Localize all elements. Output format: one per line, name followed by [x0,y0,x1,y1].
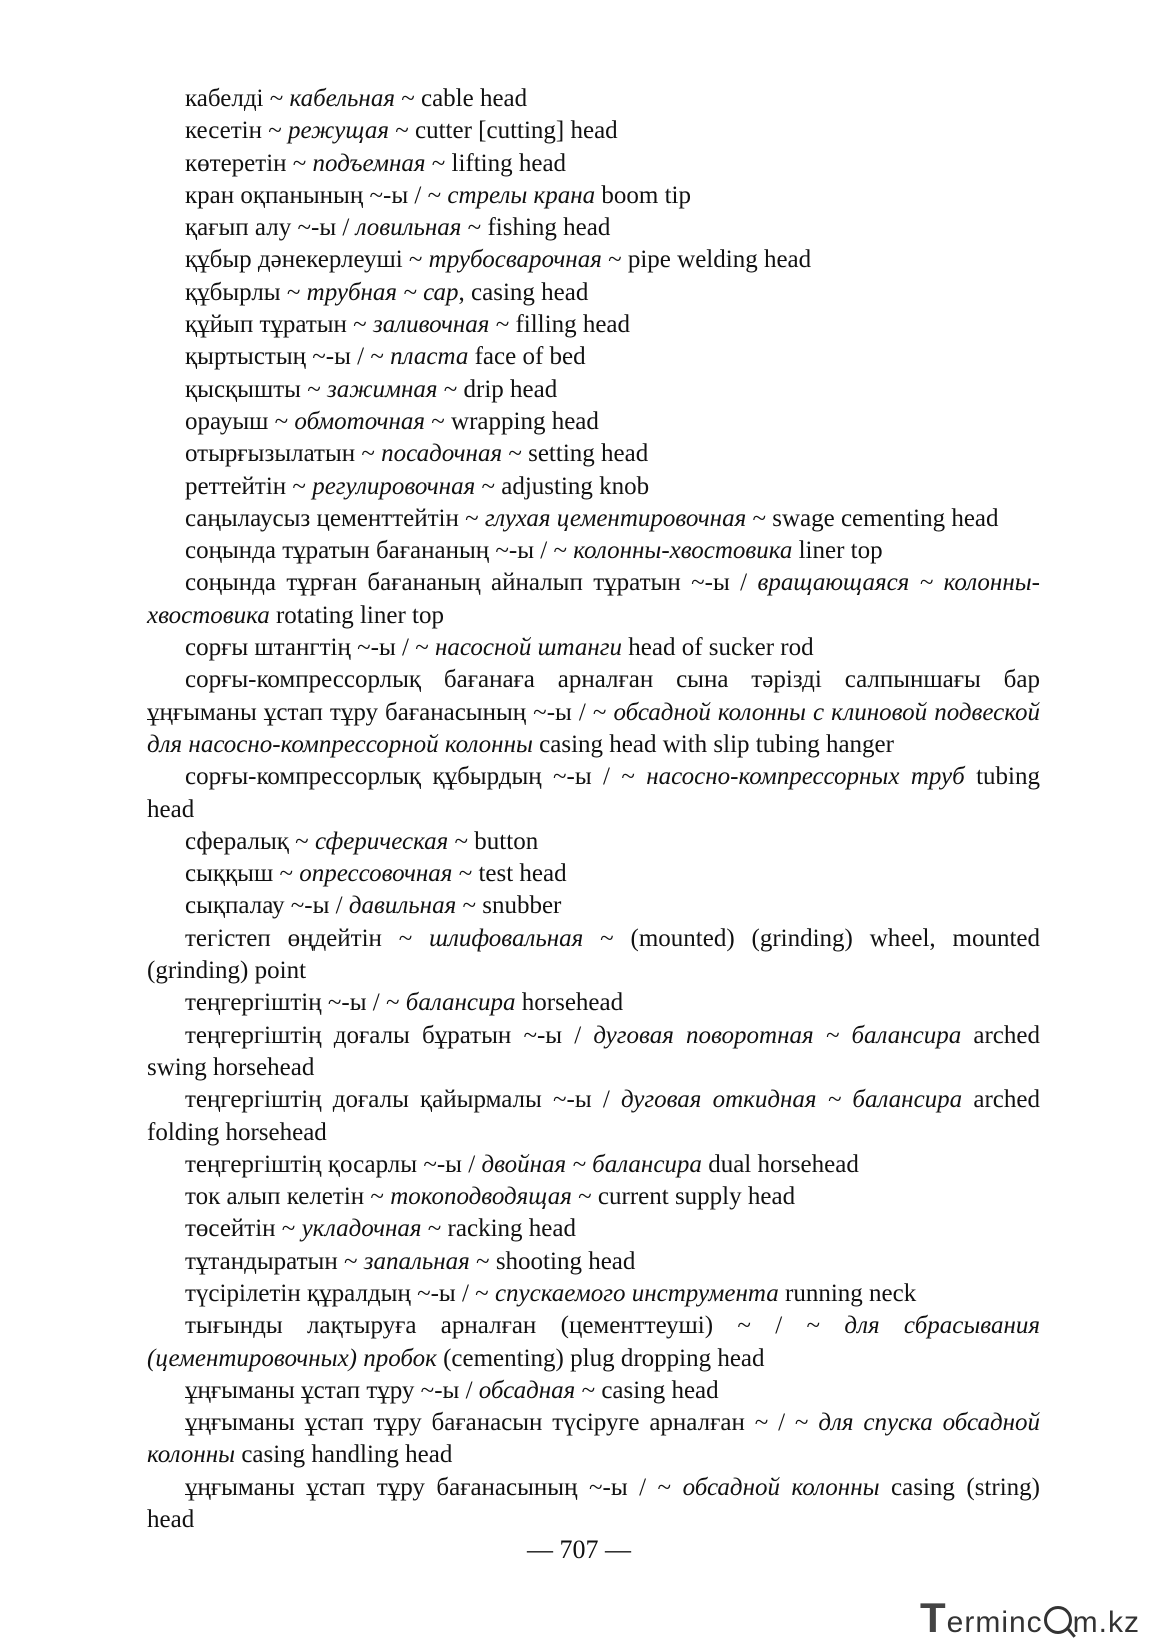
russian-term: глухая цементировочная [484,504,747,532]
dictionary-entry [147,1020,1040,1085]
entry-text: сорғы-компрессорлық бағанаға арналған сына тәрізді салпыншағы бар ұңғыманы ұстап тұру бағанасының ~-ы / ~ [147,666,1040,726]
entry-text: қағып алу ~-ы / [185,214,356,242]
dictionary-entry [147,212,1040,244]
dictionary-entry [147,1084,1040,1149]
entry-text: реттейтін ~ [185,472,313,500]
russian-term: обсадной колонны с клиновой подвеской для насосно-компрессорной колонны [147,698,1040,758]
entry-text: ~ shooting head [469,1247,636,1275]
entry-text: соңында тұратын бағананың ~-ы / ~ [185,537,574,565]
entry-text: ~ setting head [502,440,649,468]
russian-term: двойная ~ балансира [481,1150,702,1178]
entry-text: casing (string) head [147,1473,1040,1534]
dictionary-entry [147,1310,1040,1375]
russian-term: обсадная [478,1376,576,1404]
entry-text: отырғызылатын ~ [185,440,382,468]
entry-text: сорғы-компрессорлық құбырдың ~-ы / ~ [185,763,647,791]
dictionary-entry [147,535,1040,567]
dictionary-entry [147,1407,1040,1472]
russian-term: кабельная [289,85,395,112]
dictionary-entry [147,115,1040,147]
russian-term: сферическая [314,827,449,855]
entry-text: құбыр дәнекерлеуші ~ [185,246,429,274]
entry-text: boom tip [595,181,691,209]
russian-term: трубосварочная [428,246,602,274]
russian-term: насосной штанги [434,634,622,662]
termincom-logo: Terminc m.kz [920,1594,1140,1641]
dictionary-entry [147,1472,1040,1537]
entry-text: dual horsehead [701,1150,859,1178]
entry-text: төсейтін ~ [185,1215,302,1243]
russian-term: дуговая поворотная ~ балансира [593,1021,962,1049]
entry-text: ~ filling head [489,311,631,339]
entry-text: тегістеп өңдейтін ~ [185,924,430,952]
russian-term: стрелы крана [447,181,596,209]
russian-term: насосно-компрессорных труб [646,763,965,791]
dictionary-entry [147,987,1040,1019]
dictionary-entry [147,1375,1040,1407]
entry-text: ~ fishing head [461,214,611,242]
entry-text: face of bed [468,343,586,371]
entry-text: қысқышты ~ [185,375,327,403]
russian-term: опрессовочная [299,860,453,888]
dictionary-entry [147,244,1040,276]
entry-text: кесетін ~ [185,117,289,145]
entry-text: ~ pipe welding head [601,246,812,274]
entry-text: ~ cutter [cutting] head [388,117,618,145]
dictionary-entry [147,567,1040,632]
entry-text: ~ (mounted) (grinding) wheel, mounted (grinding) point [147,924,1040,985]
entry-text: теңгергіштің доғалы бұратын ~-ы / [185,1021,594,1049]
entry-text: құбырлы ~ [185,278,307,306]
dictionary-entry [147,923,1040,988]
russian-term: балансира [405,989,516,1017]
russian-term: ловильная [355,214,462,242]
russian-term: посадочная [381,440,503,468]
entry-text: ~ wrapping head [425,407,599,435]
dictionary-entry [147,277,1040,309]
entry-text: ток алып келетін ~ [185,1183,391,1211]
entry-text: horsehead [515,989,624,1017]
russian-term: трубная ~ сар [306,278,459,306]
entry-text: ~ current supply head [571,1183,796,1211]
dictionary-entry [147,438,1040,470]
russian-term: запальная [363,1247,470,1275]
entry-text: , casing head [458,278,589,306]
dictionary-entry [147,148,1040,180]
entry-text: ~ lifting head [425,149,567,177]
russian-term: дуговая откидная ~ балансира [620,1086,963,1114]
entry-text: arched folding horsehead [147,1086,1040,1146]
dictionary-entry [147,890,1040,922]
entry-text: ~ drip head [437,375,558,403]
russian-term: подъемная [312,149,426,177]
entry-text: теңгергіштің қосарлы ~-ы / [185,1150,482,1178]
entry-text: соңында тұрған бағананың айналып тұратын ~-ы / [185,569,758,597]
russian-term: обсадной колонны [682,1473,880,1501]
russian-term: режущая [288,117,389,145]
entry-text: сфералық ~ [185,827,315,855]
entry-text: running neck [778,1279,917,1307]
dictionary-entry [147,761,1040,826]
entry-text: қыртыстың ~-ы / ~ [185,343,391,371]
entry-text: rotating liner top [269,601,444,629]
entry-text: орауыш ~ [185,407,295,435]
russian-term: для спуска обсадной колонны [147,1409,1040,1469]
russian-term: обмоточная [294,407,426,435]
dictionary-entry [147,406,1040,438]
dictionary-entry [147,632,1040,664]
dictionary-entry [147,180,1040,212]
dictionary-entry [147,503,1040,535]
entry-text: ұңғыманы ұстап тұру бағанасын түсіруге арналған ~ / ~ [185,1409,819,1437]
entry-text: ~ snubber [456,892,562,920]
dictionary-entry [147,374,1040,406]
dictionary-entry [147,1149,1040,1181]
russian-term: укладочная [301,1215,422,1243]
russian-term: вращающаяся ~ колонны-хвостовика [147,569,1040,629]
entry-text: casing head with slip tubing hanger [532,730,894,758]
dictionary-entry [147,826,1040,858]
entry-text: сықпалау ~-ы / [185,892,349,920]
entry-text: ~ cable head [394,85,528,112]
entry-text: саңылаусыз цементтейтін ~ [185,504,485,532]
entry-text: ~ adjusting knob [475,472,650,500]
entry-text: сыққыш ~ [185,860,300,888]
dictionary-entry [147,1213,1040,1245]
entry-text: liner top [792,537,883,565]
russian-term: заливочная [372,311,490,339]
russian-term: шлифовальная [429,924,584,952]
entry-text: tubing head [147,763,1040,823]
russian-term: спускаемого инструмента [494,1279,779,1307]
magnifier-icon [1044,1606,1072,1634]
dictionary-entry [147,471,1040,503]
dictionary-entry [147,664,1040,761]
entry-text: түсірілетін құралдың ~-ы / ~ [185,1279,495,1307]
dictionary-entry [147,309,1040,341]
entry-text: (cementing) plug dropping head [436,1344,765,1372]
russian-term: пласта [390,343,469,371]
dictionary-entries [147,83,1040,1536]
entry-text: casing handling head [235,1441,453,1469]
dictionary-entry [147,858,1040,890]
page-number: — 707 — [527,1535,631,1564]
entry-text: құйып тұратын ~ [185,311,373,339]
russian-term: токоподводящая [390,1183,572,1211]
entry-text: теңгергіштің ~-ы / ~ [185,989,406,1017]
dictionary-entry [147,1181,1040,1213]
russian-term: колонны-хвостовика [573,537,793,565]
entry-text: кабелді ~ [185,85,290,112]
russian-term: регулировочная [312,472,476,500]
entry-text: ~ test head [452,860,567,888]
entry-text: теңгергіштің доғалы қайырмалы ~-ы / [185,1086,621,1114]
entry-text: ~ button [448,827,539,855]
entry-text: кран оқпанының ~-ы / ~ [185,181,448,209]
entry-text: ~ casing head [575,1376,719,1404]
entry-text: ~ racking head [421,1215,576,1243]
entry-text: тығынды лақтыруға арналған (цементтеуші) ~ / ~ [185,1312,845,1340]
entry-text: ұңғыманы ұстап тұру ~-ы / [185,1376,479,1404]
dictionary-entry [147,1246,1040,1278]
russian-term: зажимная [326,375,438,403]
entry-text: сорғы штангтің ~-ы / ~ [185,634,435,662]
entry-text: тұтандыратын ~ [185,1247,364,1275]
entry-text: ~ swage cementing head [746,504,999,532]
entry-text: arched swing horsehead [147,1021,1040,1081]
dictionary-entry [147,1278,1040,1310]
russian-term: для сбрасывания (цементировочных) пробок [147,1312,1040,1372]
dictionary-entry [147,83,1040,115]
dictionary-entry [147,341,1040,373]
russian-term: давильная [348,892,457,920]
entry-text: көтеретін ~ [185,149,313,177]
entry-text: ұңғыманы ұстап тұру бағанасының ~-ы / ~ [185,1473,683,1501]
entry-text: head of sucker rod [622,634,814,662]
